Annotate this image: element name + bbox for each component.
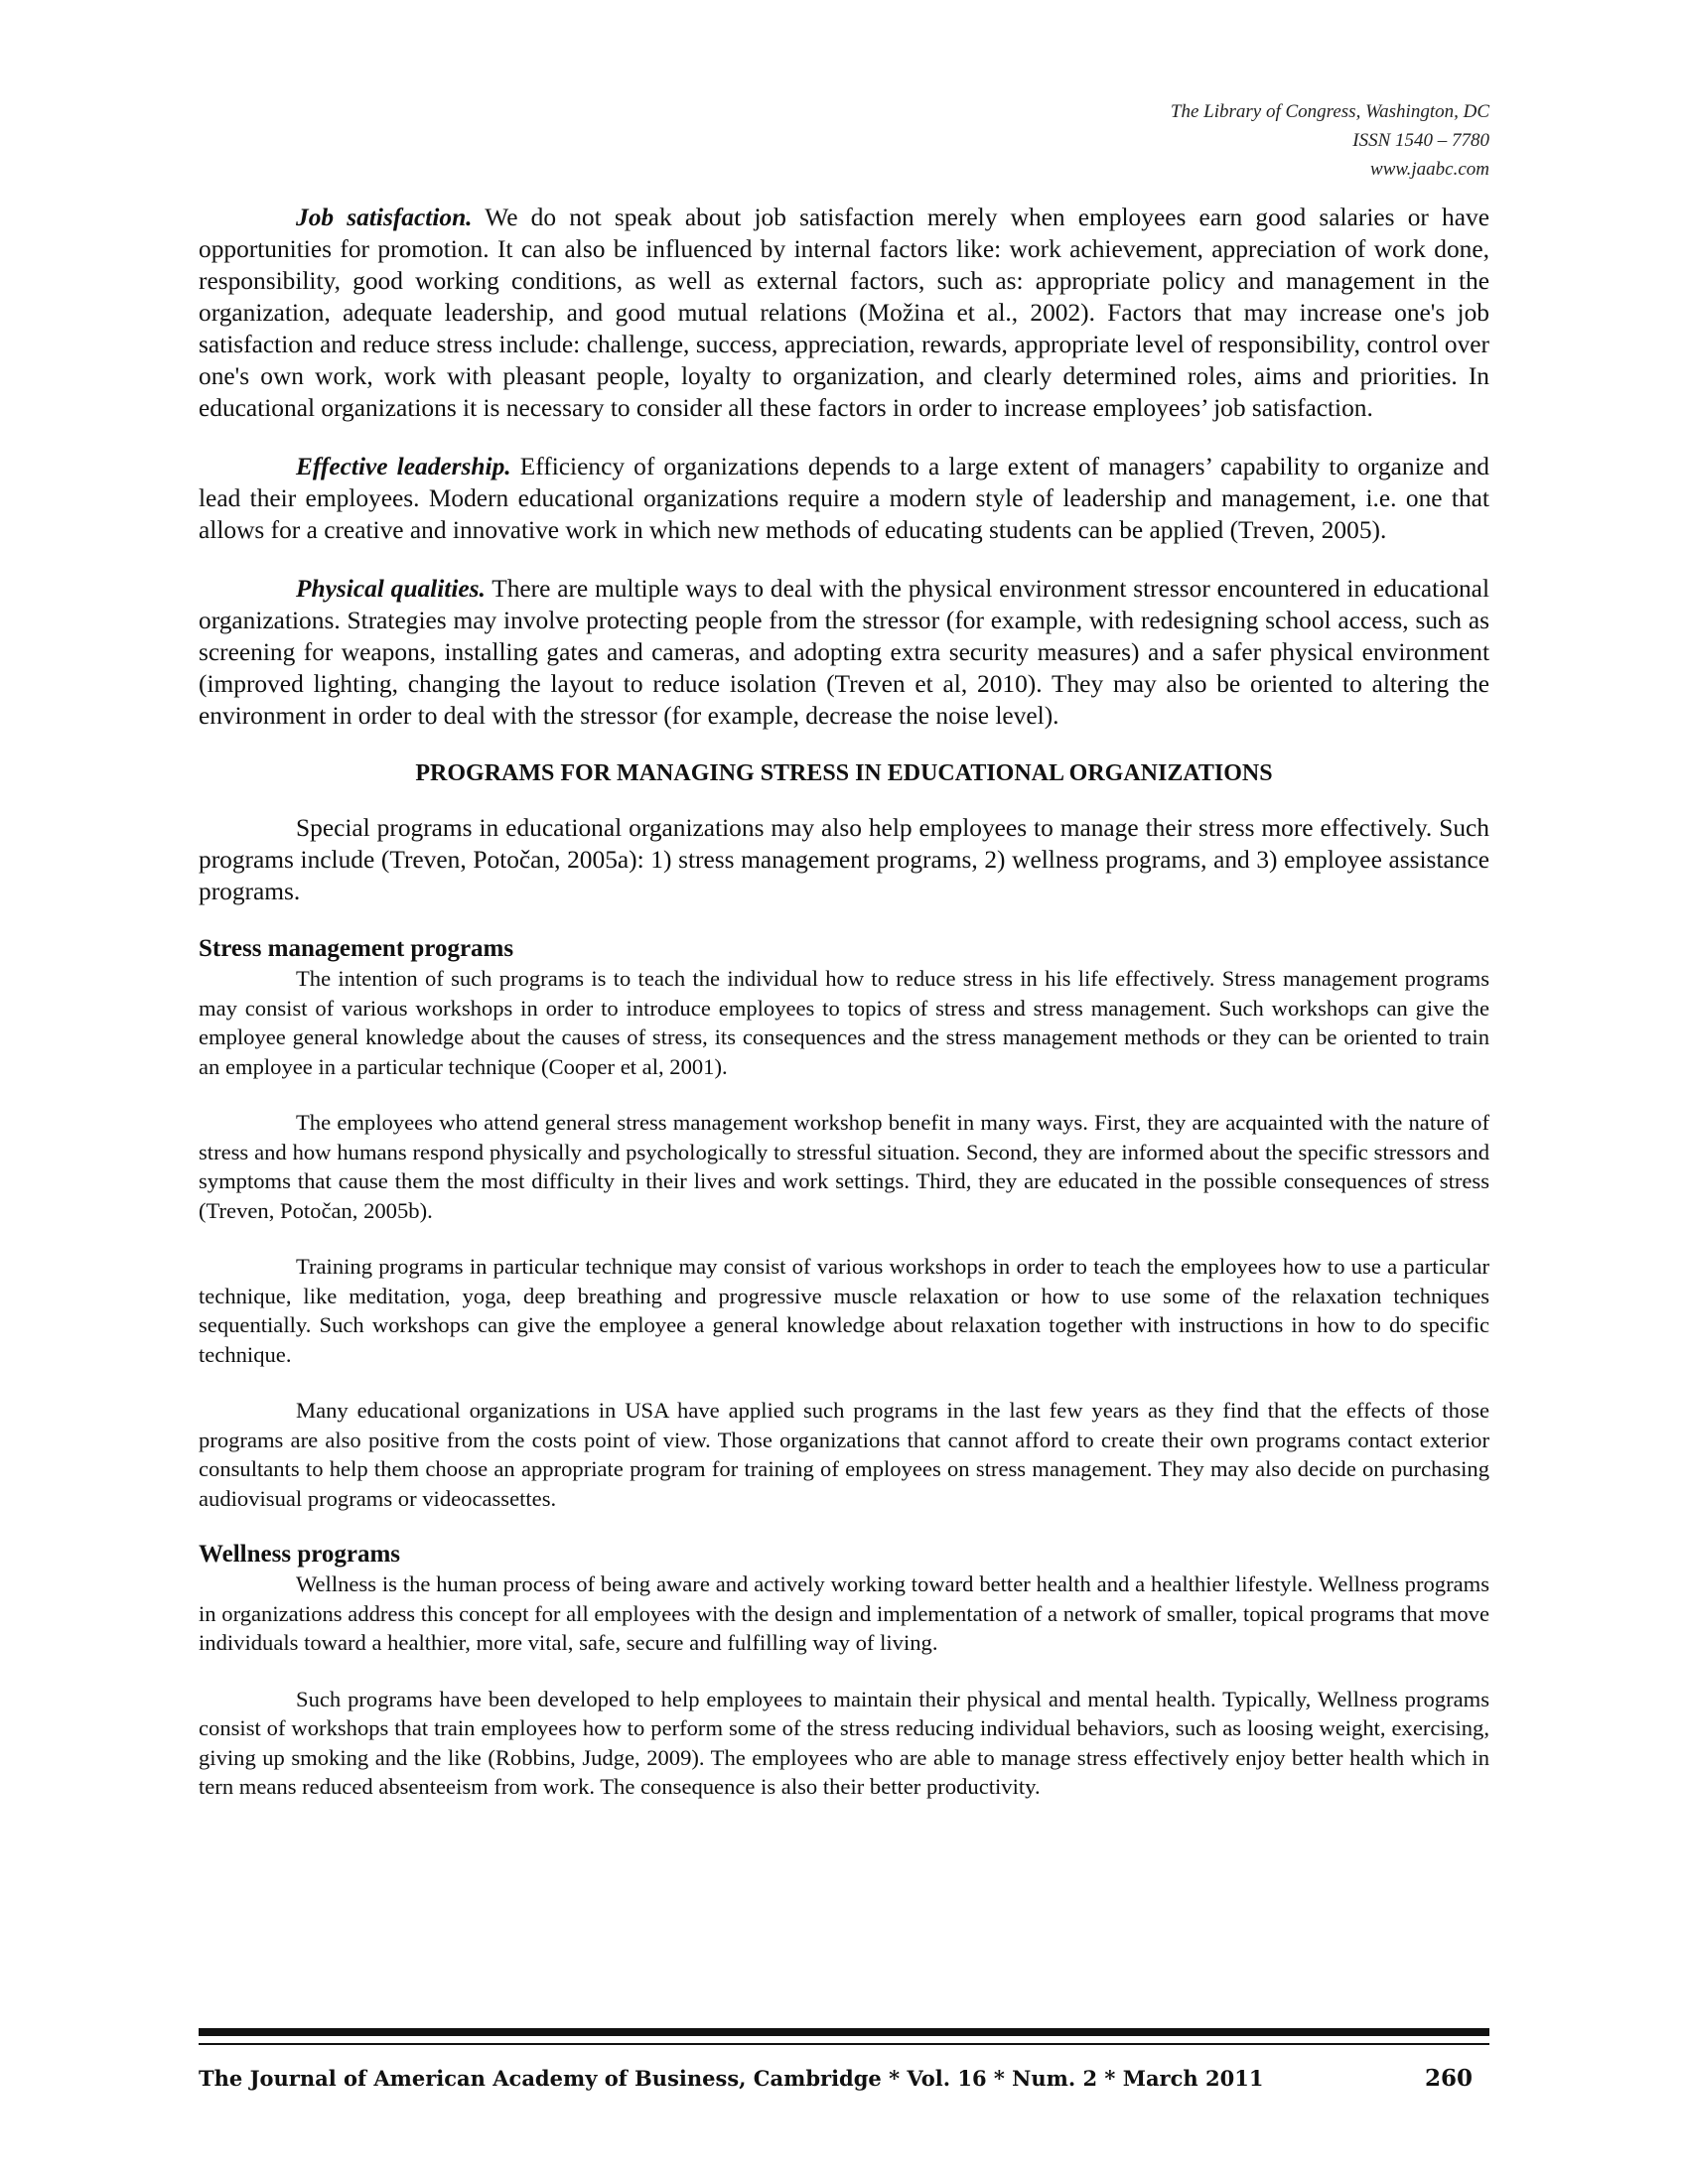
subheading-wellness: Wellness programs: [199, 1541, 401, 1568]
header-issn-line: ISSN 1540 – 7780: [1352, 130, 1489, 151]
paragraph-job-satisfaction: [199, 202, 1489, 424]
paragraph-stress-training: Training programs in particular technique may consist of various workshops in order to teach the employees how to use a particular technique, like meditation, yoga, deep breathing and progressive muscle relaxation or how to use some of the relaxation techniques sequentially. Such workshops can give the employee a general knowledge about relaxation together with instructions in how to do specific technique.: [199, 1254, 1489, 1367]
paragraph-programs-intro: Special programs in educational organizations may also help employees to manage their stress more effectively. Such programs include (Treven, Potočan, 2005a): 1) stress management programs, 2) wellness programs, and 3) employee assistance programs.: [199, 814, 1489, 905]
paragraph-lead-effective-leadership: Effective leadership.: [296, 453, 511, 480]
paragraph-stress-intention: The intention of such programs is to teach the individual how to reduce stress in his life effectively. Stress management programs may consist of various workshops in order to introduce employees to topics of stress and stress management. Such workshops can give the employee general knowledge about the causes of stress, its consequences and the stress management methods or they can be oriented to train an employee in a particular technique (Cooper et al, 2001).: [199, 966, 1489, 1079]
paragraph-wellness-definition: Wellness is the human process of being aware and actively working toward better health and a healthier lifestyle. Wellness programs in organizations address this concept for all employees with the design and implementation of a network of smaller, topical programs that move individuals toward a healthier, more vital, safe, secure and fulfilling way of living.: [199, 1571, 1489, 1655]
paragraph-stress-benefits: The employees who attend general stress management workshop benefit in many ways. First, they are acquainted with the nature of stress and how humans respond physically and psychologically to stressful situation. Second, they are informed about the specific stressors and symptoms that cause them the most difficulty in their lives and work settings. Third, they are educated in the possible consequences of stress (Treven, Potočan, 2005b).: [199, 1110, 1489, 1223]
header-website-link[interactable]: www.jaabc.com: [1370, 159, 1489, 180]
section-heading-programs: PROGRAMS FOR MANAGING STRESS IN EDUCATIONAL ORGANIZATIONS: [415, 760, 1273, 786]
paragraph-physical-qualities: [199, 573, 1489, 732]
document-page: [199, 0, 1489, 2184]
paragraph-lead-job-satisfaction: Job satisfaction.: [296, 204, 473, 231]
paragraph-text-effective-leadership: Efficiency of organizations depends to a large extent of managers’ capability to organize and lead their employees. Modern educational organizations require a modern style of leadership and management, i.e. one that allows for a creative and innovative work in which new methods of educating students can be applied (Treven, 2005).: [199, 453, 1489, 544]
paragraph-effective-leadership: [199, 451, 1489, 546]
footer-rule-thin: [199, 2043, 1489, 2045]
paragraph-text-job-satisfaction: We do not speak about job satisfaction merely when employees earn good salaries or have opportunities for promotion. It can also be influenced by internal factors like: work achievement, appreciation of work done, responsibility, good working conditions, as well as external factors, such as: appropriate policy and management in the organization, adequate leadership, and good mutual relations (Možina et al., 2002). Factors that may increase one's job satisfaction and reduce stress include: challenge, success, appreciation, rewards, appropriate level of responsibility, control over one's own work, work with pleasant people, loyalty to organization, and clearly determined roles, aims and priorities. In educational organizations it is necessary to consider all these factors in order to increase employees’ job satisfaction.: [199, 204, 1489, 422]
running-header: [1171, 97, 1489, 184]
footer-rule-thick: [199, 2028, 1489, 2036]
header-library-line: The Library of Congress, Washington, DC: [1170, 101, 1489, 122]
paragraph-wellness-programs: Such programs have been developed to help employees to maintain their physical and mental health. Typically, Wellness programs consist of workshops that train employees how to perform some of the stress reducing individual behaviors, such as loosing weight, exercising, giving up smoking and the like (Robbins, Judge, 2009). The employees who are able to manage stress effectively enjoy better health which in tern means reduced absenteeism from work. The consequence is also their better productivity.: [199, 1686, 1489, 1799]
paragraph-text-physical-qualities: There are multiple ways to deal with the physical environment stressor encountered in educational organizations. Strategies may involve protecting people from the stressor (for example, with redesigning school access, such as screening for weapons, installing gates and cameras, and adopting extra security measures) and a safer physical environment (improved lighting, changing the layout to reduce isolation (Treven et al, 2010). They may also be oriented to altering the environment in order to deal with the stressor (for example, decrease the noise level).: [199, 575, 1489, 730]
article-body: [199, 202, 1489, 1829]
page-number: 260: [1424, 2065, 1473, 2092]
running-footer: [199, 2063, 1489, 2095]
paragraph-stress-usa: Many educational organizations in USA have applied such programs in the last few years as they find that the effects of those programs are also positive from the costs point of view. Those organizations that cannot afford to create their own programs contact exterior consultants to help them choose an appropriate program for training of employees on stress management. They may also decide on purchasing audiovisual programs or videocassettes.: [199, 1398, 1489, 1511]
footer-journal-citation: The Journal of American Academy of Business, Cambridge * Vol. 16 * Num. 2 * March 2011: [199, 2066, 1264, 2091]
paragraph-lead-physical-qualities: Physical qualities.: [296, 575, 486, 603]
subheading-stress-management: Stress management programs: [199, 935, 514, 962]
